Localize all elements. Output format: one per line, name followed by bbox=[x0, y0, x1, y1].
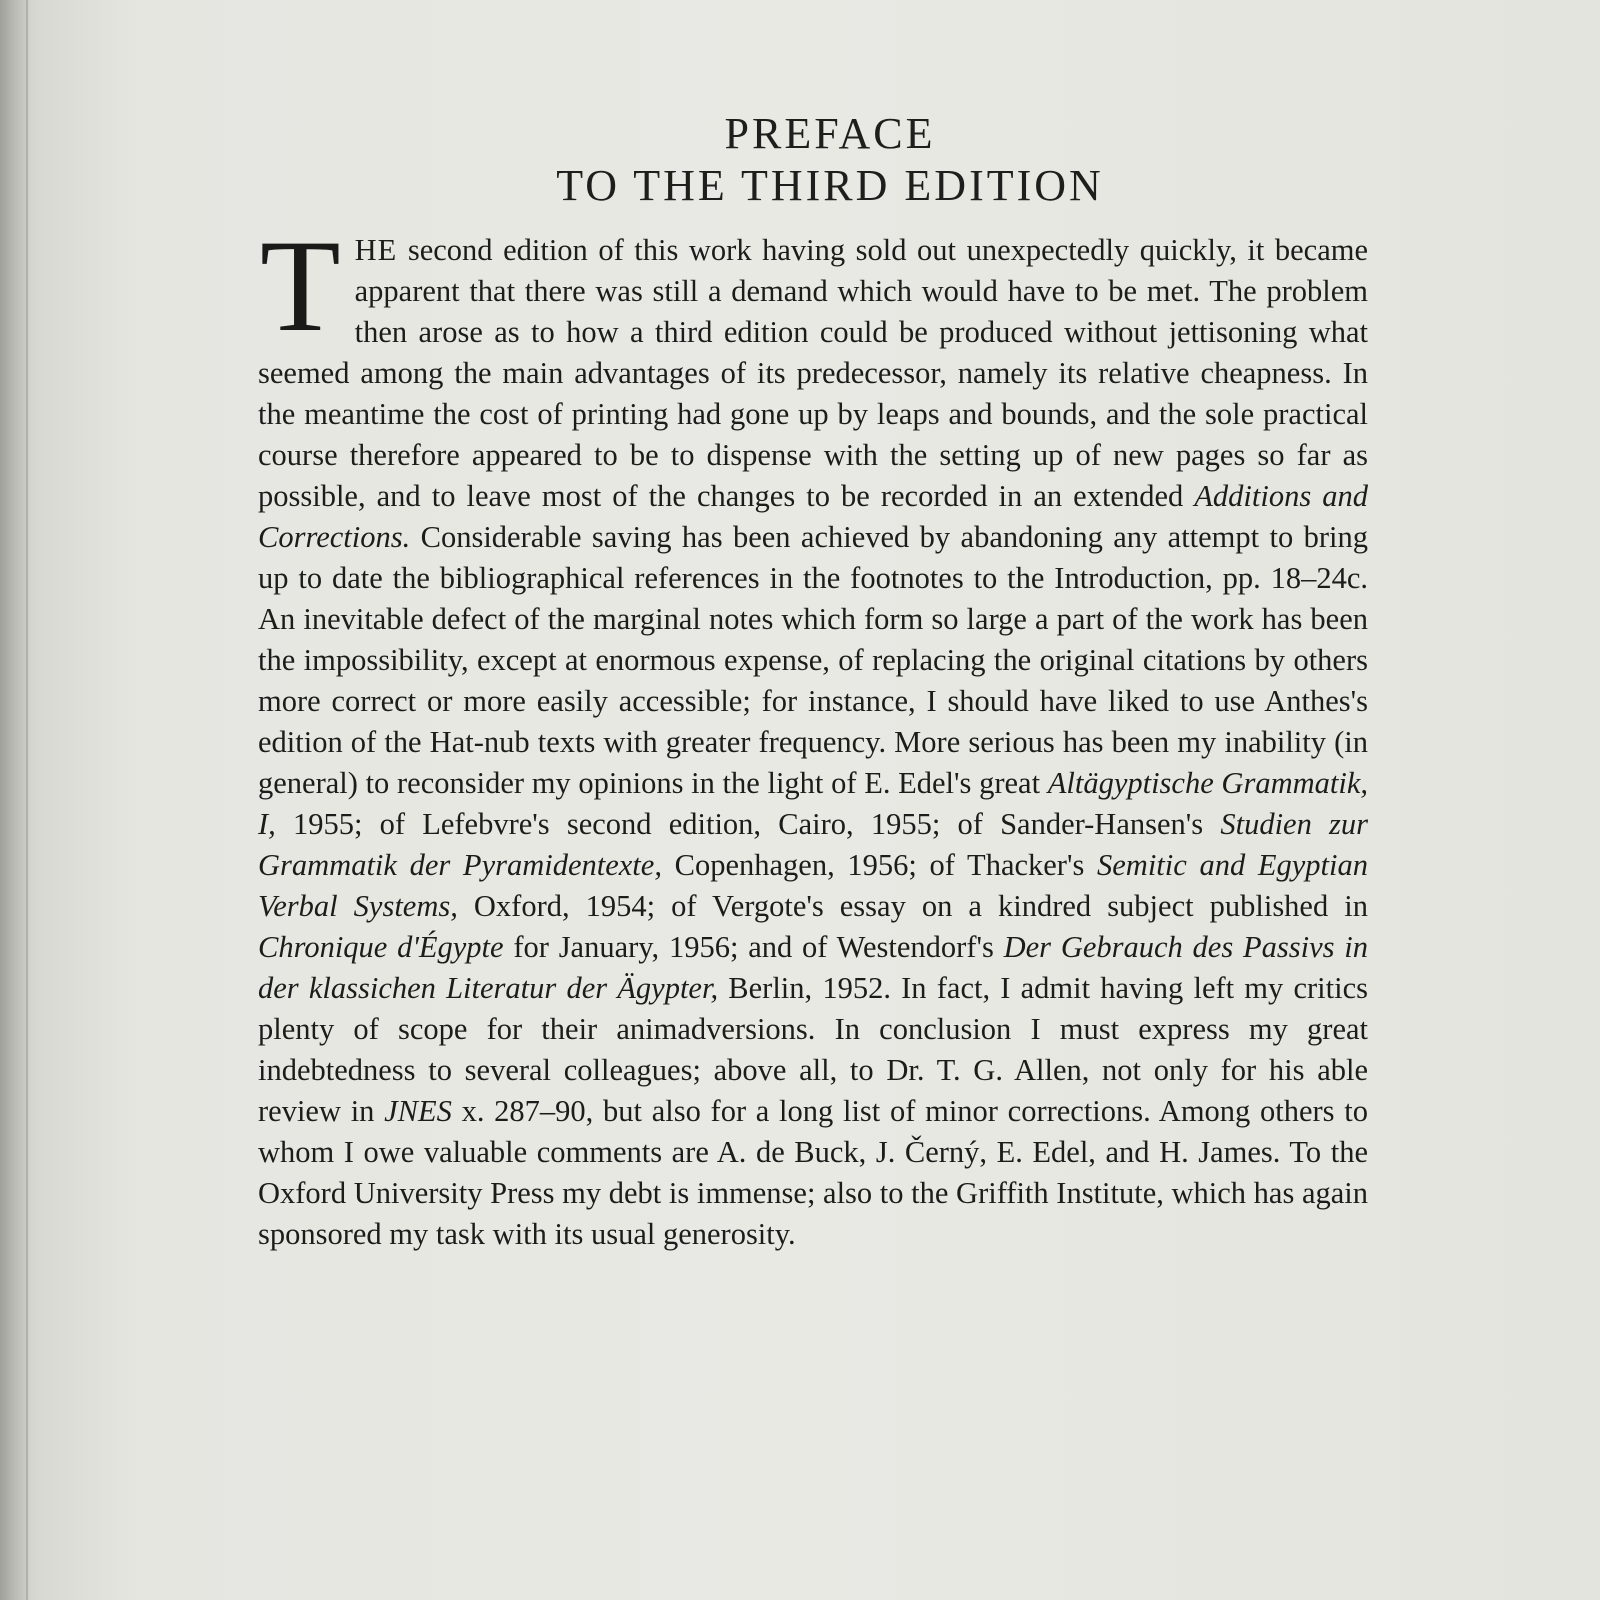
text-run: for January, 1956; and of Westendorf's bbox=[503, 930, 1004, 964]
italic-title: Semitic and Egyptian Verbal Systems, bbox=[258, 848, 1368, 923]
opening-small-caps: HE bbox=[354, 233, 398, 267]
italic-title: Der Gebrauch des Passivs in der klassichen Literatur der Ägypter, bbox=[258, 930, 1368, 1005]
text-run: Copenhagen, 1956; of Thacker's bbox=[661, 848, 1097, 882]
text-run: second edition of this work having sold out unexpectedly quickly, it became apparent that there was still a demand which would have to be met. The problem then arose as to how a third edition could be produced without jettisoning what seemed among the main advantages of its predecessor, namely its relative cheapness. In the meantime the cost of printing had gone up by leaps and bounds, and the sole practical course therefore appeared to be to dispense with the setting up of new pages so far as possible, and to leave most of the changes to be recorded in an extended bbox=[258, 233, 1368, 513]
text-run: 1955; of Lefebvre's second edition, Cairo, 1955; of Sander-Hansen's bbox=[275, 807, 1221, 841]
text-run: Oxford, 1954; of Vergote's essay on a kindred subject published in bbox=[457, 889, 1368, 923]
book-spine-edge bbox=[26, 0, 28, 1600]
drop-cap-letter: T bbox=[260, 212, 341, 359]
italic-title: Additions and Corrections. bbox=[258, 479, 1368, 554]
page-title: PREFACE bbox=[724, 109, 936, 158]
text-run: Considerable saving has been achieved by abandoning any attempt to bring up to date the bibliographical references in the footnotes to the Introduction, pp. 18–24c. An inevitable defect of the marginal notes which form so large a part of the work has been the impossibility, except at enormous expense, of replacing the original citations by others more correct or more easily accessible; for instance, I should have liked to use Anthes's edition of the Hat-nub texts with greater frequency. More serious has been my inability (in general) to reconsider my opinions in the light of E. Edel's great bbox=[258, 520, 1368, 800]
italic-title: Studien zur Grammatik der Pyramidentexte, bbox=[258, 807, 1369, 882]
text-run: x. 287–90, but also for a long list of minor corrections. Among others to whom I owe valuable comments are A. de Buck, J. Černý, E. Edel, and H. James. To the Oxford University Press my debt is immense; also to the Griffith Institute, which has again sponsored my task with its usual generosity. bbox=[258, 1094, 1368, 1251]
text-run: Berlin, 1952. In fact, I admit having left my critics plenty of scope for their animadversions. In conclusion I must express my great indebtedness to several colleagues; above all, to Dr. T. G. Allen, not only for his able review in bbox=[258, 971, 1368, 1128]
italic-title: Altägyptische Grammatik, I, bbox=[258, 766, 1368, 841]
italic-title: Chronique d'Égypte bbox=[258, 930, 504, 964]
preface-paragraph bbox=[258, 212, 1369, 1255]
page-subtitle: TO THE THIRD EDITION bbox=[556, 161, 1104, 210]
italic-title: JNES bbox=[384, 1094, 452, 1128]
